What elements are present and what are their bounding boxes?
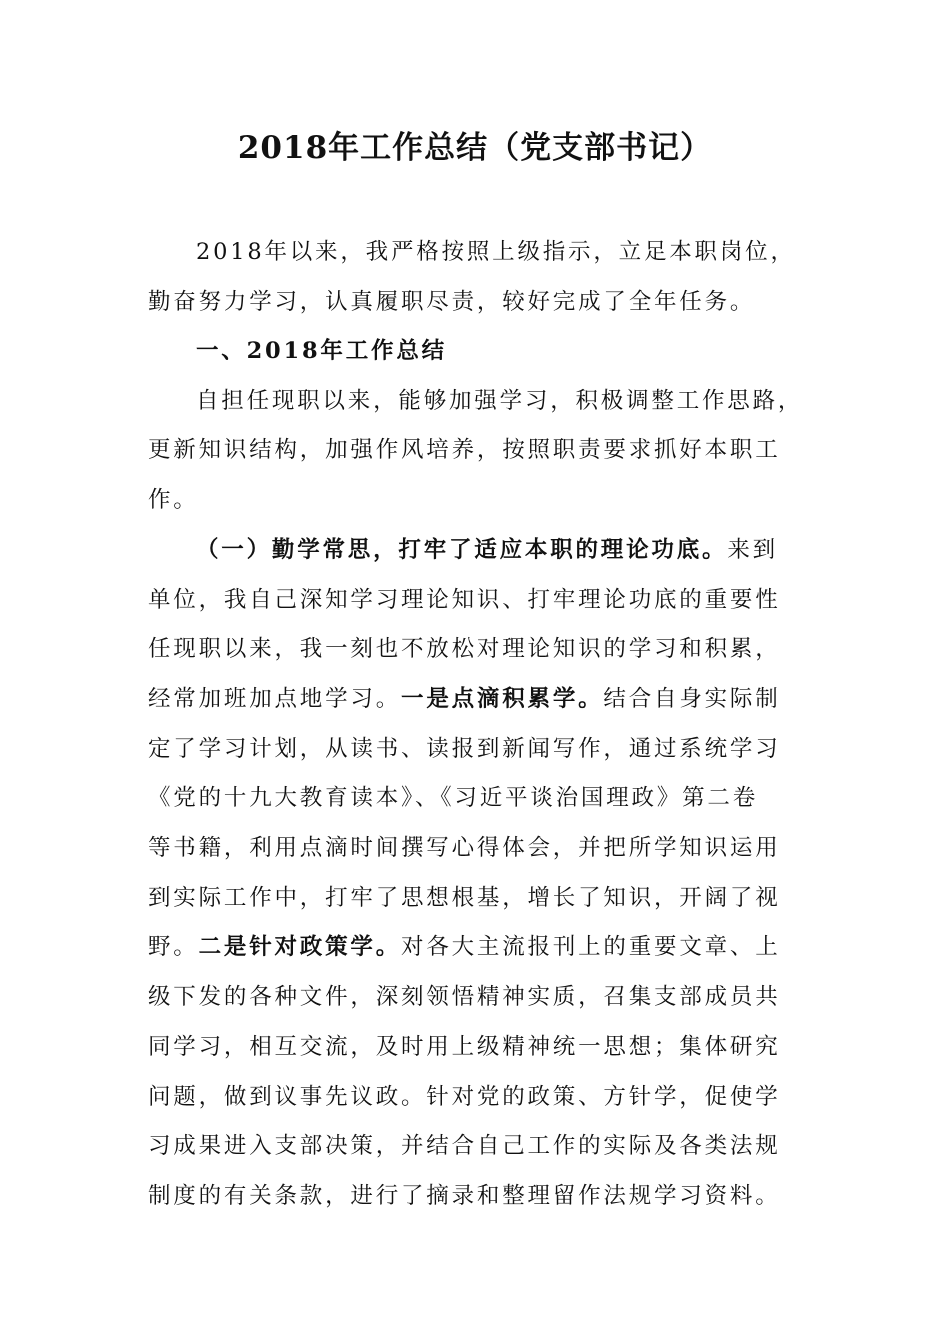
paragraph-line <box>196 385 803 417</box>
text-segment: 等书籍，利用点滴时间撰写心得体会，并把所学知识运用 <box>148 835 781 861</box>
text-segment: 自担任现职以来，能够加强学习，积极调整工作思路， <box>196 388 804 414</box>
paragraph-line <box>148 584 781 616</box>
subsection-heading: （一）勤学常思，打牢了适应本职的理论功底。 <box>196 537 728 563</box>
text-segment: 2018年以来，我严格按照上级指示，立足本职岗位， <box>196 239 796 265</box>
paragraph-line <box>148 484 199 516</box>
text-segment: 同学习，相互交流，及时用上级精神统一思想；集体研究 <box>148 1034 781 1060</box>
text-segment: 更新知识结构，加强作风培养，按照职责要求抓好本职工 <box>148 437 781 463</box>
paragraph-line <box>196 534 778 566</box>
text-segment: 对各大主流报刊上的重要文章、上 <box>401 934 781 960</box>
text-segment: 习成果进入支部决策，并结合自己工作的实际及各类法规 <box>148 1133 781 1159</box>
text-segment: 定了学习计划，从读书、读报到新闻写作，通过系统学习 <box>148 736 781 762</box>
paragraph-line <box>148 1130 781 1162</box>
text-segment: 《党的十九大教育读本》、《习近平谈治国理政》第二卷 <box>148 785 759 811</box>
text-segment: 级下发的各种文件，深刻领悟精神实质，召集支部成员共 <box>148 984 781 1010</box>
text-segment: 作。 <box>148 487 199 513</box>
text-segment: 单位，我自己深知学习理论知识、打牢理论功底的重要性 <box>148 587 781 613</box>
text-segment: 野。 <box>148 934 199 960</box>
paragraph-line <box>148 882 781 914</box>
text-segment: 来到 <box>727 537 778 563</box>
text-segment: 勤奋努力学习，认真履职尽责，较好完成了全年任务。 <box>148 289 756 315</box>
bold-lead: 一是点滴积累学。 <box>401 686 604 712</box>
text-segment: 一、2018年工作总结 <box>196 338 447 364</box>
paragraph-line <box>148 1031 781 1063</box>
paragraph-line <box>148 633 781 665</box>
paragraph-line <box>196 236 796 268</box>
paragraph-line <box>148 981 781 1013</box>
paragraph-line <box>148 1180 781 1212</box>
bold-lead: 二是针对政策学。 <box>198 934 402 960</box>
text-segment: 到实际工作中，打牢了思想根基，增长了知识，开阔了视 <box>148 885 781 911</box>
text-segment: 结合自身实际制 <box>603 686 781 712</box>
text-segment: 制度的有关条款，进行了摘录和整理留作法规学习资料。 <box>148 1183 781 1209</box>
text-segment: 问题，做到议事先议政。针对党的政策、方针学，促使学 <box>148 1084 781 1110</box>
paragraph-line <box>148 931 781 963</box>
paragraph-line <box>148 782 758 814</box>
document-title: 2018年工作总结（党支部书记） <box>237 130 713 166</box>
paragraph-line <box>148 1081 781 1113</box>
section-heading <box>196 335 447 367</box>
paragraph-line <box>148 832 781 864</box>
text-segment: 任现职以来，我一刻也不放松对理论知识的学习和积累， <box>148 636 781 662</box>
paragraph-line <box>148 683 781 715</box>
paragraph-line <box>148 434 781 466</box>
paragraph-line <box>148 286 755 318</box>
paragraph-line <box>148 733 781 765</box>
text-segment: 经常加班加点地学习。 <box>148 686 402 712</box>
